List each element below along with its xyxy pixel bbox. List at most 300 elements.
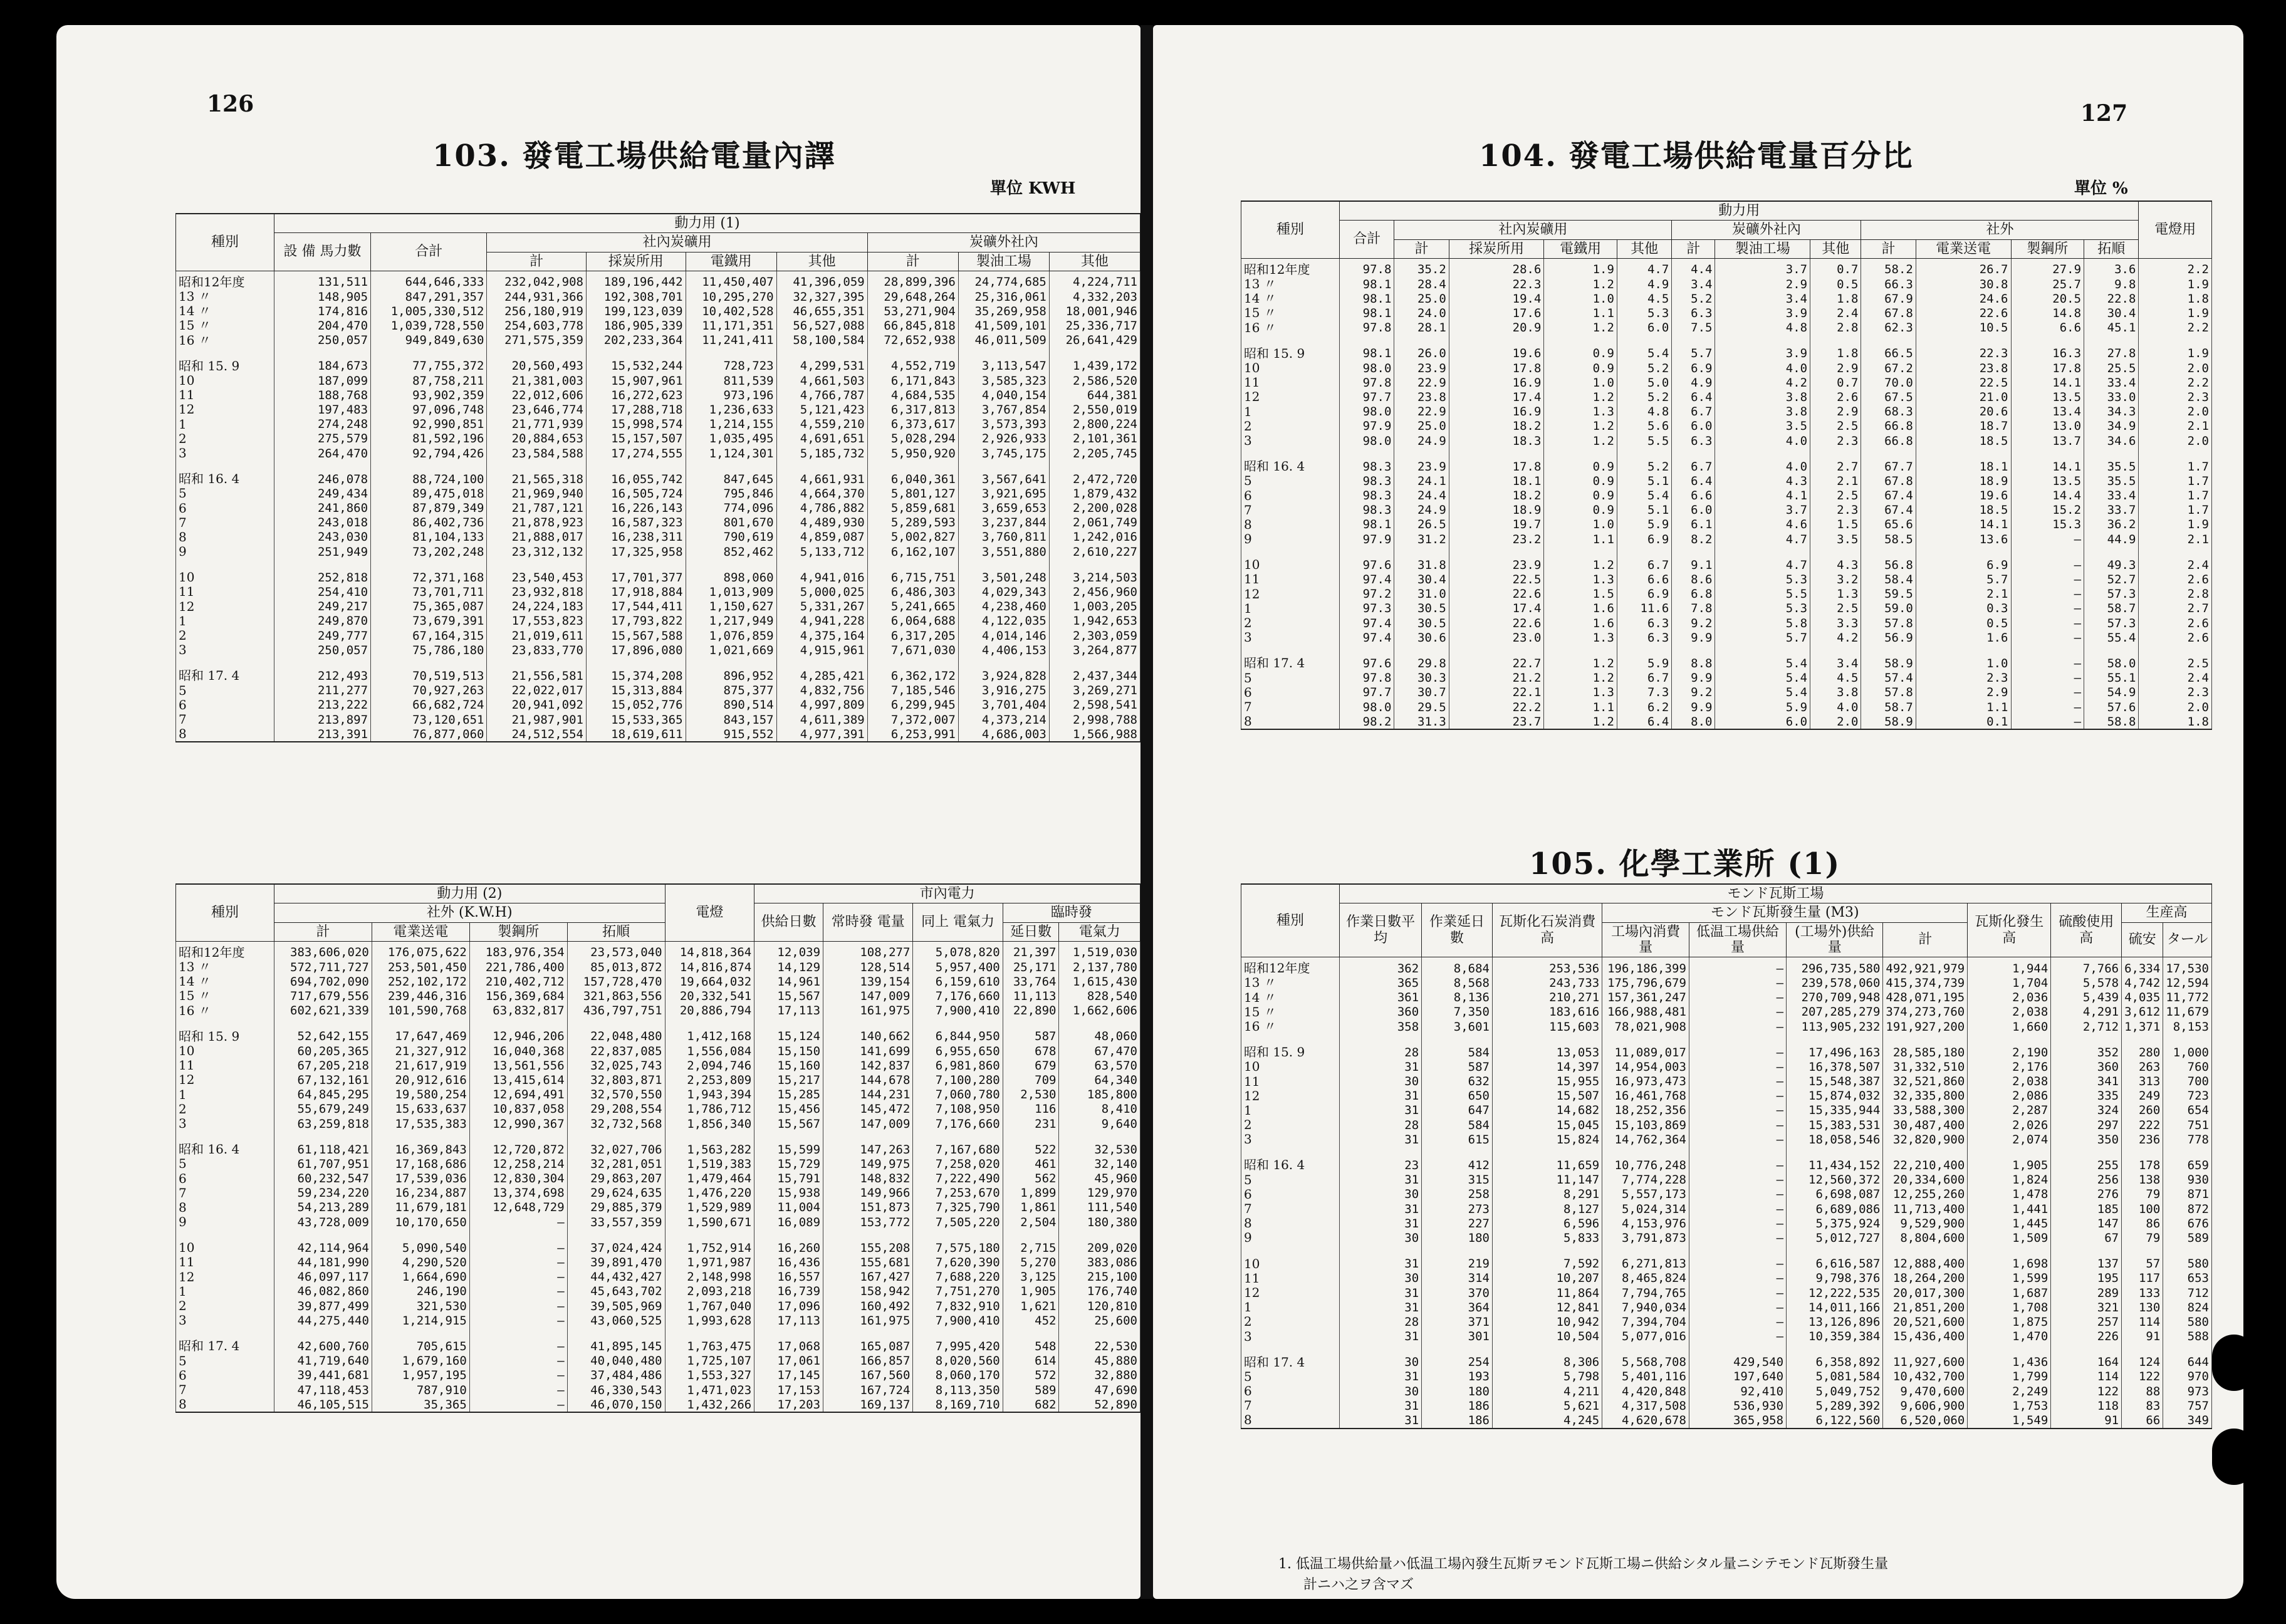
table-cell: 2.3 <box>1916 671 2011 685</box>
table-cell: 11,113 <box>1003 989 1059 1003</box>
table-row <box>176 1116 1140 1131</box>
table-cell: 184,673 <box>274 348 371 373</box>
group-subheader: 臨時發 <box>1003 903 1140 922</box>
table-cell: 24.6 <box>1916 291 2011 306</box>
table-cell: 58.2 <box>1861 258 1916 277</box>
table-cell: 1,752,914 <box>665 1229 754 1255</box>
table-row <box>1241 957 2212 976</box>
table-cell: 44,432,427 <box>567 1270 665 1284</box>
table-cell: 1,662,606 <box>1059 1004 1140 1018</box>
table-cell: 23.9 <box>1394 448 1449 474</box>
table-cell: 676 <box>2163 1216 2212 1231</box>
table-row <box>176 1313 1140 1328</box>
table-cell: 153,772 <box>823 1215 913 1229</box>
table-cell: 2.8 <box>2139 587 2212 601</box>
table-cell: 572 <box>1003 1368 1059 1383</box>
table-cell: 92,410 <box>1689 1384 1786 1398</box>
table-cell: 1.0 <box>1544 375 1617 390</box>
table-cell: 98.3 <box>1340 503 1394 518</box>
table-cell: 461 <box>1003 1157 1059 1171</box>
table-cell: 47,690 <box>1059 1383 1140 1397</box>
table-cell: 35.5 <box>2084 474 2139 488</box>
table-cell: 22,890 <box>1003 1004 1059 1018</box>
table-cell: 4,153,976 <box>1602 1216 1689 1231</box>
row-label: 2 <box>1241 1118 1340 1132</box>
col-header: 拓順 <box>567 922 665 941</box>
table-cell: 81,104,133 <box>371 530 487 544</box>
table-cell: 21,888,017 <box>487 530 587 544</box>
table-cell: 1.8 <box>2139 291 2212 306</box>
table-cell: — <box>1689 1059 1786 1074</box>
table-cell: 30.5 <box>1394 601 1449 616</box>
table-row <box>176 585 1140 599</box>
row-label: 3 <box>1241 1132 1340 1147</box>
table-cell: 31 <box>1340 1300 1422 1314</box>
table-cell: 16,055,742 <box>587 461 686 486</box>
table-row <box>1241 1202 2212 1216</box>
table-cell: 365,958 <box>1689 1413 1786 1428</box>
table-row <box>176 333 1140 348</box>
table-row <box>1241 503 2212 518</box>
table-cell: 7,995,420 <box>913 1328 1003 1353</box>
table-cell: 15,313,884 <box>587 684 686 698</box>
table-cell: 644,646,333 <box>371 271 487 289</box>
table-cell: 17,325,958 <box>587 544 686 559</box>
table-103-part1 <box>175 213 1140 742</box>
table-row <box>176 1073 1140 1087</box>
table-cell: 1,471,023 <box>665 1383 754 1397</box>
table-cell: 4,290,520 <box>372 1255 469 1269</box>
table-cell: 1,519,383 <box>665 1157 754 1171</box>
table-cell: — <box>469 1270 567 1284</box>
table-cell: 66.8 <box>1861 419 1916 434</box>
table-cell: 57.8 <box>1861 616 1916 630</box>
table-cell: 147 <box>2051 1216 2122 1231</box>
table-cell: 30,487,400 <box>1883 1118 1968 1132</box>
table-cell: 11,241,411 <box>686 333 776 348</box>
table-cell: 197,483 <box>274 402 371 417</box>
table-cell: 39,505,969 <box>567 1299 665 1313</box>
table-row <box>176 1397 1140 1412</box>
table-cell: 97.7 <box>1340 685 1394 700</box>
table-cell: 3,659,653 <box>958 501 1049 516</box>
table-cell: 114 <box>2051 1370 2122 1384</box>
table-cell: 67.8 <box>1861 474 1916 488</box>
table-cell: 548 <box>1003 1328 1059 1353</box>
row-label: 5 <box>1241 1173 1340 1187</box>
table-cell: 795,846 <box>686 486 776 501</box>
table-cell: 4,035 <box>2122 991 2163 1005</box>
table-cell: 26,641,429 <box>1049 333 1140 348</box>
table-cell: 1,021,669 <box>686 643 776 657</box>
table-cell: — <box>1689 991 1786 1005</box>
table-cell: 1,615,430 <box>1059 974 1140 989</box>
table-cell: 16,557 <box>754 1270 823 1284</box>
col-header: 瓦斯化發生高 <box>1968 903 2051 957</box>
table-row <box>176 1088 1140 1102</box>
table-cell: 14.1 <box>2011 375 2084 390</box>
row-label: 5 <box>176 1157 274 1171</box>
table-cell: 22.5 <box>1916 375 2011 390</box>
table-cell: 22,048,480 <box>567 1018 665 1044</box>
table-cell: 75,365,087 <box>371 600 487 614</box>
table-cell: 778 <box>2163 1132 2212 1147</box>
table-cell: 4,489,930 <box>776 516 867 530</box>
table-cell: 167,427 <box>823 1270 913 1284</box>
row-label: 5 <box>1241 1370 1340 1384</box>
table-cell: 22.7 <box>1449 645 1544 670</box>
table-cell: 33,764 <box>1003 974 1059 989</box>
table-cell: 6,981,860 <box>913 1058 1003 1073</box>
table-cell: 250,057 <box>274 643 371 657</box>
table-cell: 98.1 <box>1340 277 1394 291</box>
table-cell: 875,377 <box>686 684 776 698</box>
table-cell: 5,185,732 <box>776 446 867 461</box>
table-cell: 8,169,710 <box>913 1397 1003 1412</box>
table-cell: 6.3 <box>1672 306 1715 320</box>
table-cell: 587 <box>1003 1018 1059 1044</box>
table-cell: 717,679,556 <box>274 989 372 1003</box>
table-cell: 4,040,154 <box>958 388 1049 402</box>
table-cell: 29,885,379 <box>567 1200 665 1215</box>
table-cell: 6,253,991 <box>867 727 958 742</box>
row-label: 7 <box>1241 700 1340 714</box>
table-cell: 24.4 <box>1394 489 1449 503</box>
table-cell: 1.2 <box>1544 434 1617 448</box>
table-cell: 1.0 <box>1916 645 2011 670</box>
table-cell: 751 <box>2163 1118 2212 1132</box>
table-cell: 120,810 <box>1059 1299 1140 1313</box>
table-cell: 7,832,910 <box>913 1299 1003 1313</box>
table-cell: — <box>1689 1089 1786 1103</box>
table-cell: 2.5 <box>1810 601 1861 616</box>
table-cell: 137 <box>2051 1246 2122 1271</box>
table-cell: 54.9 <box>2084 685 2139 700</box>
table-cell: 562 <box>1003 1172 1059 1186</box>
table-cell: 1,003,205 <box>1049 600 1140 614</box>
table-cell: 428,071,195 <box>1883 991 1968 1005</box>
table-cell: 19,664,032 <box>665 974 754 989</box>
table-cell: 1,035,495 <box>686 432 776 446</box>
table-cell: 9.9 <box>1672 671 1715 685</box>
row-label: 6 <box>1241 489 1340 503</box>
table-cell: 18.7 <box>1916 419 2011 434</box>
table-cell: 350 <box>2051 1132 2122 1147</box>
table-cell: 57.8 <box>1861 685 1916 700</box>
table-cell: 723 <box>2163 1089 2212 1103</box>
table-cell: 5.4 <box>1715 685 1810 700</box>
table-cell: — <box>469 1215 567 1229</box>
table-cell: 30 <box>1340 1271 1422 1286</box>
table-cell: 55.1 <box>2084 671 2139 685</box>
table-cell: 12,258,214 <box>469 1157 567 1171</box>
group-subheader: 社外 (K.W.H) <box>274 903 665 922</box>
table-cell: 21,969,940 <box>487 486 587 501</box>
table-cell: 6.6 <box>1617 572 1671 586</box>
table-cell: 23.2 <box>1449 532 1544 546</box>
table-cell: 17.8 <box>2011 361 2084 375</box>
table-cell: 4,552,719 <box>867 348 958 373</box>
table-cell: 6,064,688 <box>867 614 958 628</box>
table-cell: 682 <box>1003 1397 1059 1412</box>
table-cell: 13.0 <box>2011 419 2084 434</box>
table-cell: 1.6 <box>1544 616 1617 630</box>
table-cell: 6,486,303 <box>867 585 958 599</box>
row-label: 6 <box>176 1172 274 1186</box>
row-label: 3 <box>1241 1330 1340 1344</box>
table-cell: 222 <box>2122 1118 2163 1132</box>
table-cell: 2.1 <box>1916 587 2011 601</box>
table-cell: 1,217,949 <box>686 614 776 628</box>
table-cell: 167,560 <box>823 1368 913 1383</box>
table-cell: 17,274,555 <box>587 446 686 461</box>
table-cell: 209,020 <box>1059 1229 1140 1255</box>
table-cell: 589 <box>2163 1231 2212 1245</box>
table-cell: 3.5 <box>1810 532 1861 546</box>
table-row <box>1241 1103 2212 1118</box>
table-cell: 22.9 <box>1394 375 1449 390</box>
table-cell: 1.2 <box>1544 419 1617 434</box>
table-cell: 10,837,058 <box>469 1102 567 1116</box>
table-cell: 5,090,540 <box>372 1229 469 1255</box>
table-cell: 29.5 <box>1394 700 1449 714</box>
row-label: 12 <box>176 1073 274 1087</box>
table-cell: 6.3 <box>1617 616 1671 630</box>
table-cell: 21,565,318 <box>487 461 587 486</box>
col-header: 低温工場供給量 <box>1689 922 1786 957</box>
table-cell: 66,682,724 <box>371 698 487 712</box>
table-cell: 4,786,882 <box>776 501 867 516</box>
table-cell: 14,961 <box>754 974 823 989</box>
table-cell: 14,818,364 <box>665 941 754 960</box>
table-cell: 8.8 <box>1672 645 1715 670</box>
table-row <box>1241 1246 2212 1271</box>
table-cell: 811,539 <box>686 373 776 388</box>
table-cell: 97.9 <box>1340 419 1394 434</box>
table-cell: 142,837 <box>823 1058 913 1073</box>
table-cell: 6,317,813 <box>867 402 958 417</box>
table-cell: 1,441 <box>1968 1202 2051 1216</box>
table-cell: 83 <box>2122 1398 2163 1413</box>
table-cell: 138 <box>2122 1173 2163 1187</box>
table-cell: 3.3 <box>1810 616 1861 630</box>
col-header: 延日數 <box>1003 922 1059 941</box>
table-cell: 19.7 <box>1449 518 1544 532</box>
table-cell: 6,596 <box>1492 1216 1602 1231</box>
table-cell: 72,371,168 <box>371 559 487 585</box>
table-cell: 166,857 <box>823 1354 913 1368</box>
table-cell: 66 <box>2122 1413 2163 1428</box>
table-cell: 898,060 <box>686 559 776 585</box>
table-cell: 23,646,774 <box>487 402 587 417</box>
table-cell: 3,791,873 <box>1602 1231 1689 1245</box>
table-cell: 29,208,554 <box>567 1102 665 1116</box>
table-cell: — <box>1689 1216 1786 1231</box>
table-cell: 2.4 <box>2139 671 2212 685</box>
table-cell: — <box>469 1313 567 1328</box>
row-label: 12 <box>176 600 274 614</box>
col-header: 計 <box>1672 239 1715 258</box>
table-cell: 370 <box>1422 1286 1493 1300</box>
table-cell: 1,767,040 <box>665 1299 754 1313</box>
table-cell: 12,990,367 <box>469 1116 567 1131</box>
table-cell: 17,553,823 <box>487 614 587 628</box>
table-cell: 17,153 <box>754 1383 823 1397</box>
table-cell: 70,927,263 <box>371 684 487 698</box>
table-cell: 4,332,203 <box>1049 289 1140 304</box>
table-row <box>176 402 1140 417</box>
table-cell: 22.1 <box>1449 685 1544 700</box>
col-header: 種別 <box>176 214 274 271</box>
table-cell: 39,877,499 <box>274 1299 372 1313</box>
table-cell: 360 <box>2051 1059 2122 1074</box>
table-cell: 3,214,503 <box>1049 559 1140 585</box>
table-cell: 62.3 <box>1861 321 1916 335</box>
table-cell: 2.3 <box>2139 685 2212 700</box>
col-header: 製油工場 <box>1715 239 1810 258</box>
table-cell: 313 <box>2122 1075 2163 1089</box>
table-cell: — <box>469 1383 567 1397</box>
table-cell: 5.8 <box>1715 616 1810 630</box>
table-row <box>176 1328 1140 1353</box>
table-cell: 257 <box>2051 1314 2122 1329</box>
table-cell: 3,601 <box>1422 1019 1493 1034</box>
row-label: 14 〃 <box>1241 291 1340 306</box>
table-cell: 167,724 <box>823 1383 913 1397</box>
table-cell: 46,330,543 <box>567 1383 665 1397</box>
table-cell: 66.5 <box>1861 335 1916 361</box>
table-cell: 270,709,948 <box>1787 991 1883 1005</box>
table-cell: 1.7 <box>2139 489 2212 503</box>
table-cell: 67,164,315 <box>371 628 487 643</box>
table-cell: 349 <box>2163 1413 2212 1428</box>
table-cell: 30.6 <box>1394 630 1449 645</box>
table-cell: 30.5 <box>1394 616 1449 630</box>
table-cell: 147,009 <box>823 1116 913 1131</box>
table-cell: 412 <box>1422 1147 1493 1172</box>
col-header: 電鐵用 <box>686 252 776 271</box>
table-cell: 280 <box>2122 1034 2163 1059</box>
group-header: 動力用 (1) <box>274 214 1140 233</box>
table-cell: 139,154 <box>823 974 913 989</box>
table-cell: 25.5 <box>2084 361 2139 375</box>
table-cell: 6.9 <box>1916 546 2011 572</box>
table-cell: 1,556,084 <box>665 1044 754 1058</box>
table-cell: 16.9 <box>1449 405 1544 419</box>
table-cell: 249,434 <box>274 486 371 501</box>
table-cell: 4.5 <box>1810 671 1861 685</box>
table-row <box>1241 1034 2212 1059</box>
row-label: 16 〃 <box>1241 321 1340 335</box>
table-cell: 1.9 <box>2139 306 2212 320</box>
table-row <box>176 1131 1140 1157</box>
table-cell: 258 <box>1422 1187 1493 1202</box>
table-cell: 25.0 <box>1394 291 1449 306</box>
table-cell: 12,841 <box>1492 1300 1602 1314</box>
table-cell: 12,255,260 <box>1883 1187 1968 1202</box>
table-cell: 33,557,359 <box>567 1215 665 1229</box>
table-cell: 5.5 <box>1715 587 1810 601</box>
table-cell: 243,733 <box>1492 976 1602 990</box>
table-cell: 6,171,843 <box>867 373 958 388</box>
row-label: 2 <box>176 628 274 643</box>
table-cell: 32,732,568 <box>567 1116 665 1131</box>
table-cell: 43,060,525 <box>567 1313 665 1328</box>
table-cell: 1,679,160 <box>372 1354 469 1368</box>
table-cell: 97.8 <box>1340 258 1394 277</box>
table-cell: 2,456,960 <box>1049 585 1140 599</box>
row-label: 2 <box>176 1102 274 1116</box>
table-row <box>176 684 1140 698</box>
table-cell: 79 <box>2122 1187 2163 1202</box>
table-row <box>176 1200 1140 1215</box>
table-cell: 1.3 <box>1544 572 1617 586</box>
table-cell: 5.1 <box>1617 503 1671 518</box>
table-cell: 20.5 <box>2011 291 2084 306</box>
table-cell: 828,540 <box>1059 989 1140 1003</box>
table-cell: 2,101,361 <box>1049 432 1140 446</box>
table-row <box>176 486 1140 501</box>
row-label: 7 <box>1241 503 1340 518</box>
table-cell: 1.9 <box>1544 258 1617 277</box>
table-cell: 252,102,172 <box>372 974 469 989</box>
table-cell: 15,533,365 <box>587 712 686 727</box>
table-cell: 6.3 <box>1617 630 1671 645</box>
table-cell: 2.7 <box>1810 448 1861 474</box>
table-cell: 930 <box>2163 1173 2212 1187</box>
table-103-title: 103. 發電工場供給電量內譯 <box>432 138 836 174</box>
row-label: 5 <box>176 1354 274 1368</box>
table-cell: 16,234,887 <box>372 1186 469 1200</box>
table-cell: 15,160 <box>754 1058 823 1073</box>
table-cell: 16,378,507 <box>1787 1059 1883 1074</box>
table-cell: 1,470 <box>1968 1330 2051 1344</box>
table-cell: 10,295,270 <box>686 289 776 304</box>
table-cell: 4.6 <box>1715 518 1810 532</box>
col-header: 作業延日數 <box>1422 903 1493 957</box>
table-cell: 6.1 <box>1672 518 1715 532</box>
row-label: 15 〃 <box>1241 306 1340 320</box>
table-cell: 122 <box>2122 1370 2163 1384</box>
table-cell: 19.6 <box>1916 489 2011 503</box>
table-cell: 117 <box>2122 1271 2163 1286</box>
table-cell: 28 <box>1340 1034 1422 1059</box>
table-103-part2 <box>175 883 1140 1413</box>
table-cell: 28.6 <box>1449 258 1544 277</box>
table-cell: 70.0 <box>1861 375 1916 390</box>
col-header: 計 <box>1883 922 1968 957</box>
table-cell: 5.3 <box>1715 572 1810 586</box>
table-cell: — <box>2011 572 2084 586</box>
table-cell: 3.8 <box>1810 685 1861 700</box>
table-cell: 55,679,249 <box>274 1102 372 1116</box>
table-cell: 847,291,357 <box>371 289 487 304</box>
table-cell: 650 <box>1422 1089 1493 1103</box>
table-cell: 1.9 <box>2139 335 2212 361</box>
table-cell: — <box>1689 1330 1786 1344</box>
table-cell: 7,253,670 <box>913 1186 1003 1200</box>
row-label: 昭和12年度 <box>176 271 274 289</box>
table-cell: — <box>1689 976 1786 990</box>
table-cell: — <box>469 1354 567 1368</box>
table-row <box>176 1004 1140 1018</box>
table-cell: 31.3 <box>1394 714 1449 729</box>
table-cell: 60,232,547 <box>274 1172 372 1186</box>
table-cell: 5.4 <box>1715 645 1810 670</box>
table-cell: 21.2 <box>1449 671 1544 685</box>
table-cell: 97,096,748 <box>371 402 487 417</box>
table-row <box>1241 321 2212 335</box>
